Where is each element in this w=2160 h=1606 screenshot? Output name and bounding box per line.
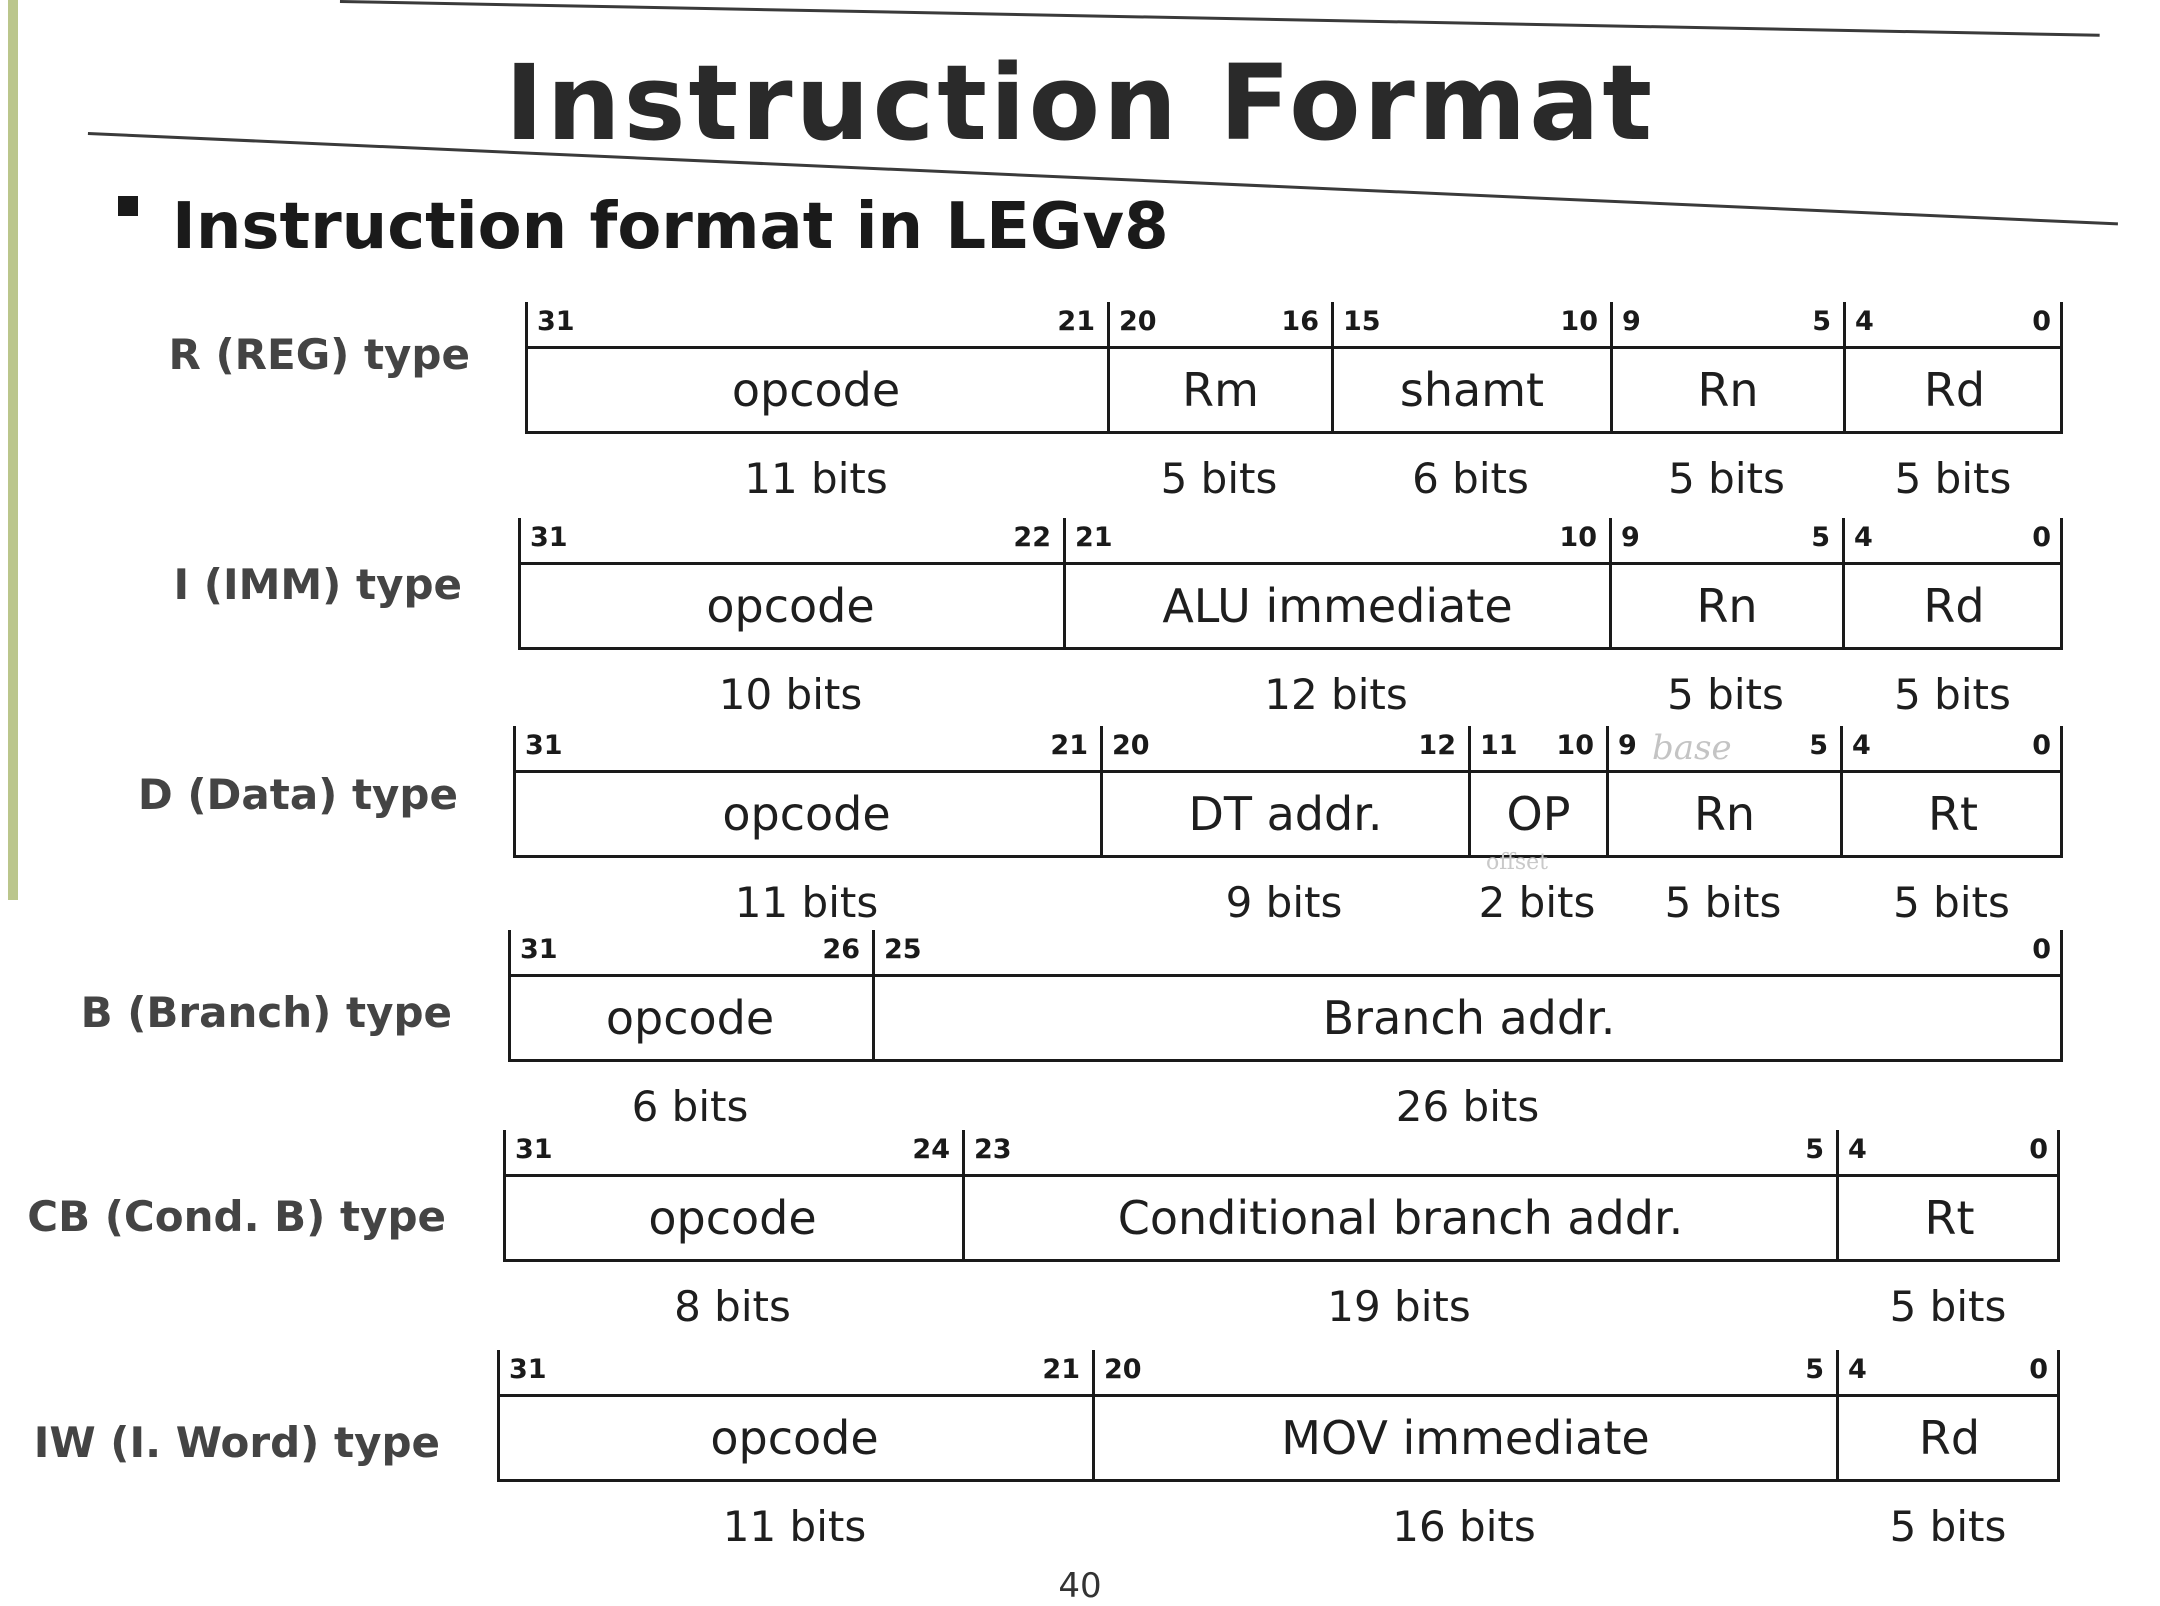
field-name: Conditional branch addr.	[1117, 1191, 1684, 1245]
field-width-label: 9 bits	[1225, 878, 1343, 927]
field-width-label: 8 bits	[674, 1282, 791, 1331]
field-cell	[525, 349, 1107, 431]
field-cell	[508, 977, 872, 1059]
field-name: Rn	[1697, 363, 1759, 417]
bit-divider	[2057, 1350, 2060, 1396]
field-width-label: 10 bits	[718, 670, 863, 719]
bit-number-high: 31	[520, 934, 558, 965]
bit-number-high: 23	[974, 1134, 1012, 1165]
bit-divider	[2060, 930, 2063, 976]
format-box	[503, 1174, 2060, 1262]
bit-number-low: 0	[2032, 730, 2051, 761]
bit-divider	[2060, 518, 2063, 564]
bit-divider	[1840, 726, 1843, 772]
field-name: Rd	[1923, 579, 1985, 633]
format-label: B (Branch) type	[80, 988, 452, 1037]
field-width-label: 26 bits	[1395, 1082, 1540, 1131]
bit-divider	[1842, 518, 1845, 564]
field-cell	[1609, 565, 1842, 647]
field-width-label: 6 bits	[1412, 454, 1529, 503]
format-label: CB (Cond. B) type	[27, 1192, 446, 1241]
bit-number-high: 9	[1622, 306, 1641, 337]
format-label: D (Data) type	[137, 770, 458, 819]
field-name: opcode	[605, 991, 775, 1045]
bit-divider	[1606, 726, 1609, 772]
bit-divider	[1092, 1350, 1095, 1396]
handwritten-note-base: base	[1652, 728, 1732, 768]
bit-number-high: 20	[1104, 1354, 1142, 1385]
bit-divider	[1100, 726, 1103, 772]
field-width-label: 5 bits	[1893, 878, 2010, 927]
bit-number-low: 21	[1042, 1354, 1080, 1385]
format-box	[508, 974, 2063, 1062]
field-width-label: 5 bits	[1894, 454, 2012, 503]
field-width-label: 5 bits	[1889, 1502, 2007, 1551]
bit-number-low: 5	[1811, 522, 1830, 553]
bit-number-low: 5	[1812, 306, 1831, 337]
format-label: IW (I. Word) type	[33, 1418, 440, 1467]
field-name: Branch addr.	[1322, 991, 1616, 1045]
field-name: opcode	[731, 363, 901, 417]
field-width-label: 11 bits	[722, 1502, 867, 1551]
bit-number-high: 20	[1119, 306, 1157, 337]
field-name: ALU immediate	[1162, 579, 1513, 633]
bit-divider	[518, 518, 521, 564]
format-box	[518, 562, 2063, 650]
field-width-label: 12 bits	[1264, 670, 1408, 719]
field-width-label: 16 bits	[1392, 1502, 1536, 1551]
bit-divider	[1843, 302, 1846, 348]
bit-number-low: 16	[1281, 306, 1319, 337]
bit-number-low: 5	[1805, 1134, 1824, 1165]
bit-number-high: 21	[1075, 522, 1113, 553]
bit-divider	[2057, 1130, 2060, 1176]
field-width-label: 5 bits	[1667, 670, 1784, 719]
format-box	[513, 770, 2063, 858]
field-width-label: 11 bits	[734, 878, 879, 927]
bit-number-high: 20	[1112, 730, 1150, 761]
bullet-icon	[118, 196, 138, 216]
page-number: 40	[1058, 1566, 1102, 1606]
field-name: Rd	[1918, 1411, 1981, 1465]
bit-number-low: 0	[2032, 306, 2051, 337]
field-width-label: 6 bits	[631, 1082, 749, 1131]
bit-number-low: 5	[1809, 730, 1828, 761]
bit-number-low: 0	[2032, 522, 2051, 553]
field-cell	[1331, 349, 1610, 431]
field-width-label: 5 bits	[1889, 1282, 2007, 1331]
field-width-label: 11 bits	[744, 454, 888, 503]
bit-divider	[1836, 1130, 1839, 1176]
bit-number-low: 5	[1805, 1354, 1824, 1385]
field-cell	[1092, 1397, 1836, 1479]
page-title: Instruction Format	[504, 42, 1656, 164]
field-cell	[513, 773, 1100, 855]
field-cell	[1840, 773, 2063, 855]
bit-number-low: 10	[1556, 730, 1594, 761]
bit-divider	[525, 302, 528, 348]
field-width-label: 5 bits	[1664, 878, 1782, 927]
bit-divider	[1063, 518, 1066, 564]
bit-number-low: 0	[2029, 1354, 2048, 1385]
bit-divider	[962, 1130, 965, 1176]
bit-number-low: 12	[1418, 730, 1456, 761]
field-cell	[872, 977, 2063, 1059]
field-cell	[1107, 349, 1331, 431]
field-name: MOV immediate	[1281, 1411, 1650, 1465]
field-cell	[503, 1177, 962, 1259]
bit-number-high: 31	[525, 730, 563, 761]
field-name: Rm	[1182, 363, 1259, 417]
field-cell	[1100, 773, 1468, 855]
bit-divider	[1468, 726, 1471, 772]
subtitle: Instruction format in LEGv8	[172, 190, 1169, 264]
bit-divider	[1836, 1350, 1839, 1396]
bit-number-high: 9	[1618, 730, 1637, 761]
bit-divider	[2060, 302, 2063, 348]
field-cell	[1843, 349, 2063, 431]
bit-divider	[513, 726, 516, 772]
bit-number-high: 4	[1855, 306, 1874, 337]
field-cell	[1610, 349, 1843, 431]
field-name: OP	[1506, 787, 1571, 841]
bit-number-high: 11	[1480, 730, 1518, 761]
bit-divider	[503, 1130, 506, 1176]
field-cell	[1063, 565, 1609, 647]
bit-number-low: 26	[822, 934, 860, 965]
title-rule-top	[340, 0, 2100, 37]
field-cell	[497, 1397, 1092, 1479]
handwritten-note-offset: offset	[1486, 850, 1549, 875]
field-name: opcode	[710, 1411, 879, 1465]
bit-number-high: 31	[530, 522, 568, 553]
bit-divider	[508, 930, 511, 976]
bit-divider	[1107, 302, 1110, 348]
bit-number-high: 4	[1848, 1134, 1867, 1165]
bit-divider	[1609, 518, 1612, 564]
field-name: Rn	[1693, 787, 1756, 841]
field-name: opcode	[722, 787, 891, 841]
bit-number-high: 4	[1848, 1354, 1867, 1385]
field-name: DT addr.	[1188, 787, 1383, 841]
field-name: opcode	[648, 1191, 817, 1245]
field-name: Rt	[1924, 1191, 1975, 1245]
bit-divider	[1331, 302, 1334, 348]
field-cell	[1842, 565, 2063, 647]
bit-divider	[497, 1350, 500, 1396]
bit-number-high: 9	[1621, 522, 1640, 553]
field-width-label: 5 bits	[1668, 454, 1785, 503]
field-cell	[1606, 773, 1840, 855]
bit-number-high: 31	[509, 1354, 547, 1385]
bit-number-high: 15	[1343, 306, 1381, 337]
field-width-label: 5 bits	[1894, 670, 2011, 719]
bit-number-low: 21	[1050, 730, 1088, 761]
format-label: R (REG) type	[168, 330, 470, 379]
field-name: Rd	[1923, 363, 1986, 417]
bit-number-high: 4	[1854, 522, 1873, 553]
bit-number-high: 31	[515, 1134, 553, 1165]
field-name: shamt	[1399, 363, 1545, 417]
field-cell	[1836, 1177, 2060, 1259]
bit-number-high: 25	[884, 934, 922, 965]
format-box	[497, 1394, 2060, 1482]
bit-divider	[2060, 726, 2063, 772]
field-name: Rt	[1928, 787, 1978, 841]
format-label: I (IMM) type	[173, 560, 462, 609]
bit-number-low: 10	[1560, 306, 1598, 337]
bit-divider	[872, 930, 875, 976]
bit-number-high: 31	[537, 306, 575, 337]
field-width-label: 5 bits	[1160, 454, 1278, 503]
bit-number-high: 4	[1852, 730, 1871, 761]
bit-number-low: 0	[2029, 1134, 2048, 1165]
bit-divider	[1610, 302, 1613, 348]
bit-number-low: 21	[1057, 306, 1095, 337]
bit-number-low: 24	[912, 1134, 950, 1165]
field-cell	[1836, 1397, 2060, 1479]
format-box	[525, 346, 2063, 434]
bit-number-low: 10	[1559, 522, 1597, 553]
bit-number-low: 0	[2032, 934, 2051, 965]
field-width-label: 19 bits	[1327, 1282, 1471, 1331]
field-cell	[1468, 773, 1606, 855]
field-width-label: 2 bits	[1478, 878, 1596, 927]
field-name: opcode	[706, 579, 875, 633]
field-cell	[518, 565, 1063, 647]
field-name: Rn	[1696, 579, 1758, 633]
field-cell	[962, 1177, 1836, 1259]
bit-number-low: 22	[1013, 522, 1051, 553]
